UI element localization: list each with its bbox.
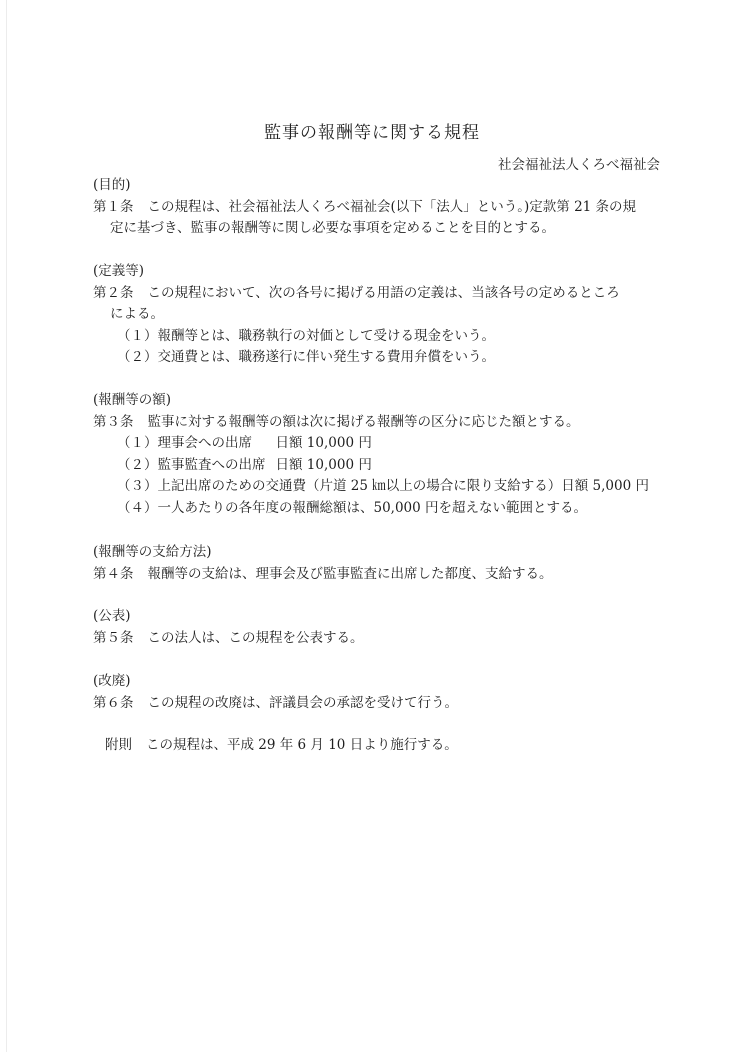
article-number: 第１条 xyxy=(93,198,134,215)
item-amount: 日額 10,000 円 xyxy=(275,456,372,473)
item-number: （２） xyxy=(117,349,158,365)
article-body xyxy=(93,197,673,219)
article-heading: (改廃) xyxy=(93,673,131,689)
item-text: 交通費とは、職務遂行に伴い発生する費用弁償をいう。 xyxy=(157,349,495,365)
list-item xyxy=(93,455,673,477)
article-number: 第２条 xyxy=(93,284,134,301)
supplementary-text: この規程は、平成 29 年 6 月 10 日より施行する。 xyxy=(146,737,458,753)
supplementary-provision xyxy=(93,735,673,757)
list-item xyxy=(93,326,673,348)
article-text: この法人は、この規程を公表する。 xyxy=(147,629,364,646)
list-item xyxy=(93,476,673,498)
supplementary-body xyxy=(93,735,673,757)
article-6 xyxy=(93,671,673,714)
article-text: この規程の改廃は、評議員会の承認を受けて行う。 xyxy=(147,694,458,711)
article-text: この規程は、社会福祉法人くろべ福祉会(以下「法人」という。)定款第 21 条の規 xyxy=(147,198,637,215)
organization-name: 社会福祉法人くろべ福祉会 xyxy=(498,157,660,173)
article-heading: (目的) xyxy=(93,177,131,193)
item-amount: 日額 10,000 円 xyxy=(275,435,372,451)
article-body xyxy=(93,412,673,434)
article-body xyxy=(93,283,673,305)
item-text: 報酬等とは、職務執行の対価として受ける現金をいう。 xyxy=(157,327,495,344)
article-text-continued: 定に基づき、監事の報酬等に関し必要な事項を定めることを目的とする。 xyxy=(110,220,555,236)
article-text: 報酬等の支給は、理事会及び監事監査に出席した都度、支給する。 xyxy=(147,565,553,582)
article-number: 第５条 xyxy=(93,629,134,646)
item-text: 一人あたりの各年度の報酬総額は、50,000 円を超えない範囲とする。 xyxy=(157,499,588,516)
article-heading: (報酬等の支給方法) xyxy=(93,544,212,560)
article-2 xyxy=(93,261,673,369)
article-body xyxy=(93,564,673,586)
article-text-continued: による。 xyxy=(110,306,164,322)
item-number: （３） xyxy=(117,478,158,494)
list-item xyxy=(93,347,673,369)
article-number: 第３条 xyxy=(93,413,134,430)
article-heading: (定義等) xyxy=(93,263,145,279)
supplementary-label: 附則 xyxy=(105,737,132,753)
article-3 xyxy=(93,390,673,519)
item-number: （１） xyxy=(117,327,158,344)
article-5 xyxy=(93,606,673,649)
article-body xyxy=(93,693,673,715)
list-item xyxy=(93,498,673,520)
article-heading: (報酬等の額) xyxy=(93,392,172,408)
article-heading: (公表) xyxy=(93,608,131,624)
article-number: 第４条 xyxy=(93,565,134,582)
article-body xyxy=(93,628,673,650)
item-text: 監事監査への出席 xyxy=(157,456,266,473)
list-item xyxy=(93,433,673,455)
article-text: この規程において、次の各号に掲げる用語の定義は、当該各号の定めるところ xyxy=(147,284,620,301)
item-number: （１） xyxy=(117,435,158,451)
item-number: （４） xyxy=(117,499,158,516)
scan-edge xyxy=(6,0,7,1052)
article-text: 監事に対する報酬等の額は次に掲げる報酬等の区分に応じた額とする。 xyxy=(147,413,580,430)
item-text: 上記出席のための交通費（片道 25 ㎞以上の場合に限り支給する）日額 5,000 円 xyxy=(157,478,649,494)
article-number: 第６条 xyxy=(93,694,134,711)
document-title: 監事の報酬等に関する規程 xyxy=(264,123,480,143)
item-number: （２） xyxy=(117,456,158,473)
article-4 xyxy=(93,542,673,585)
item-text: 理事会への出席 xyxy=(157,435,252,451)
article-1 xyxy=(93,175,673,240)
